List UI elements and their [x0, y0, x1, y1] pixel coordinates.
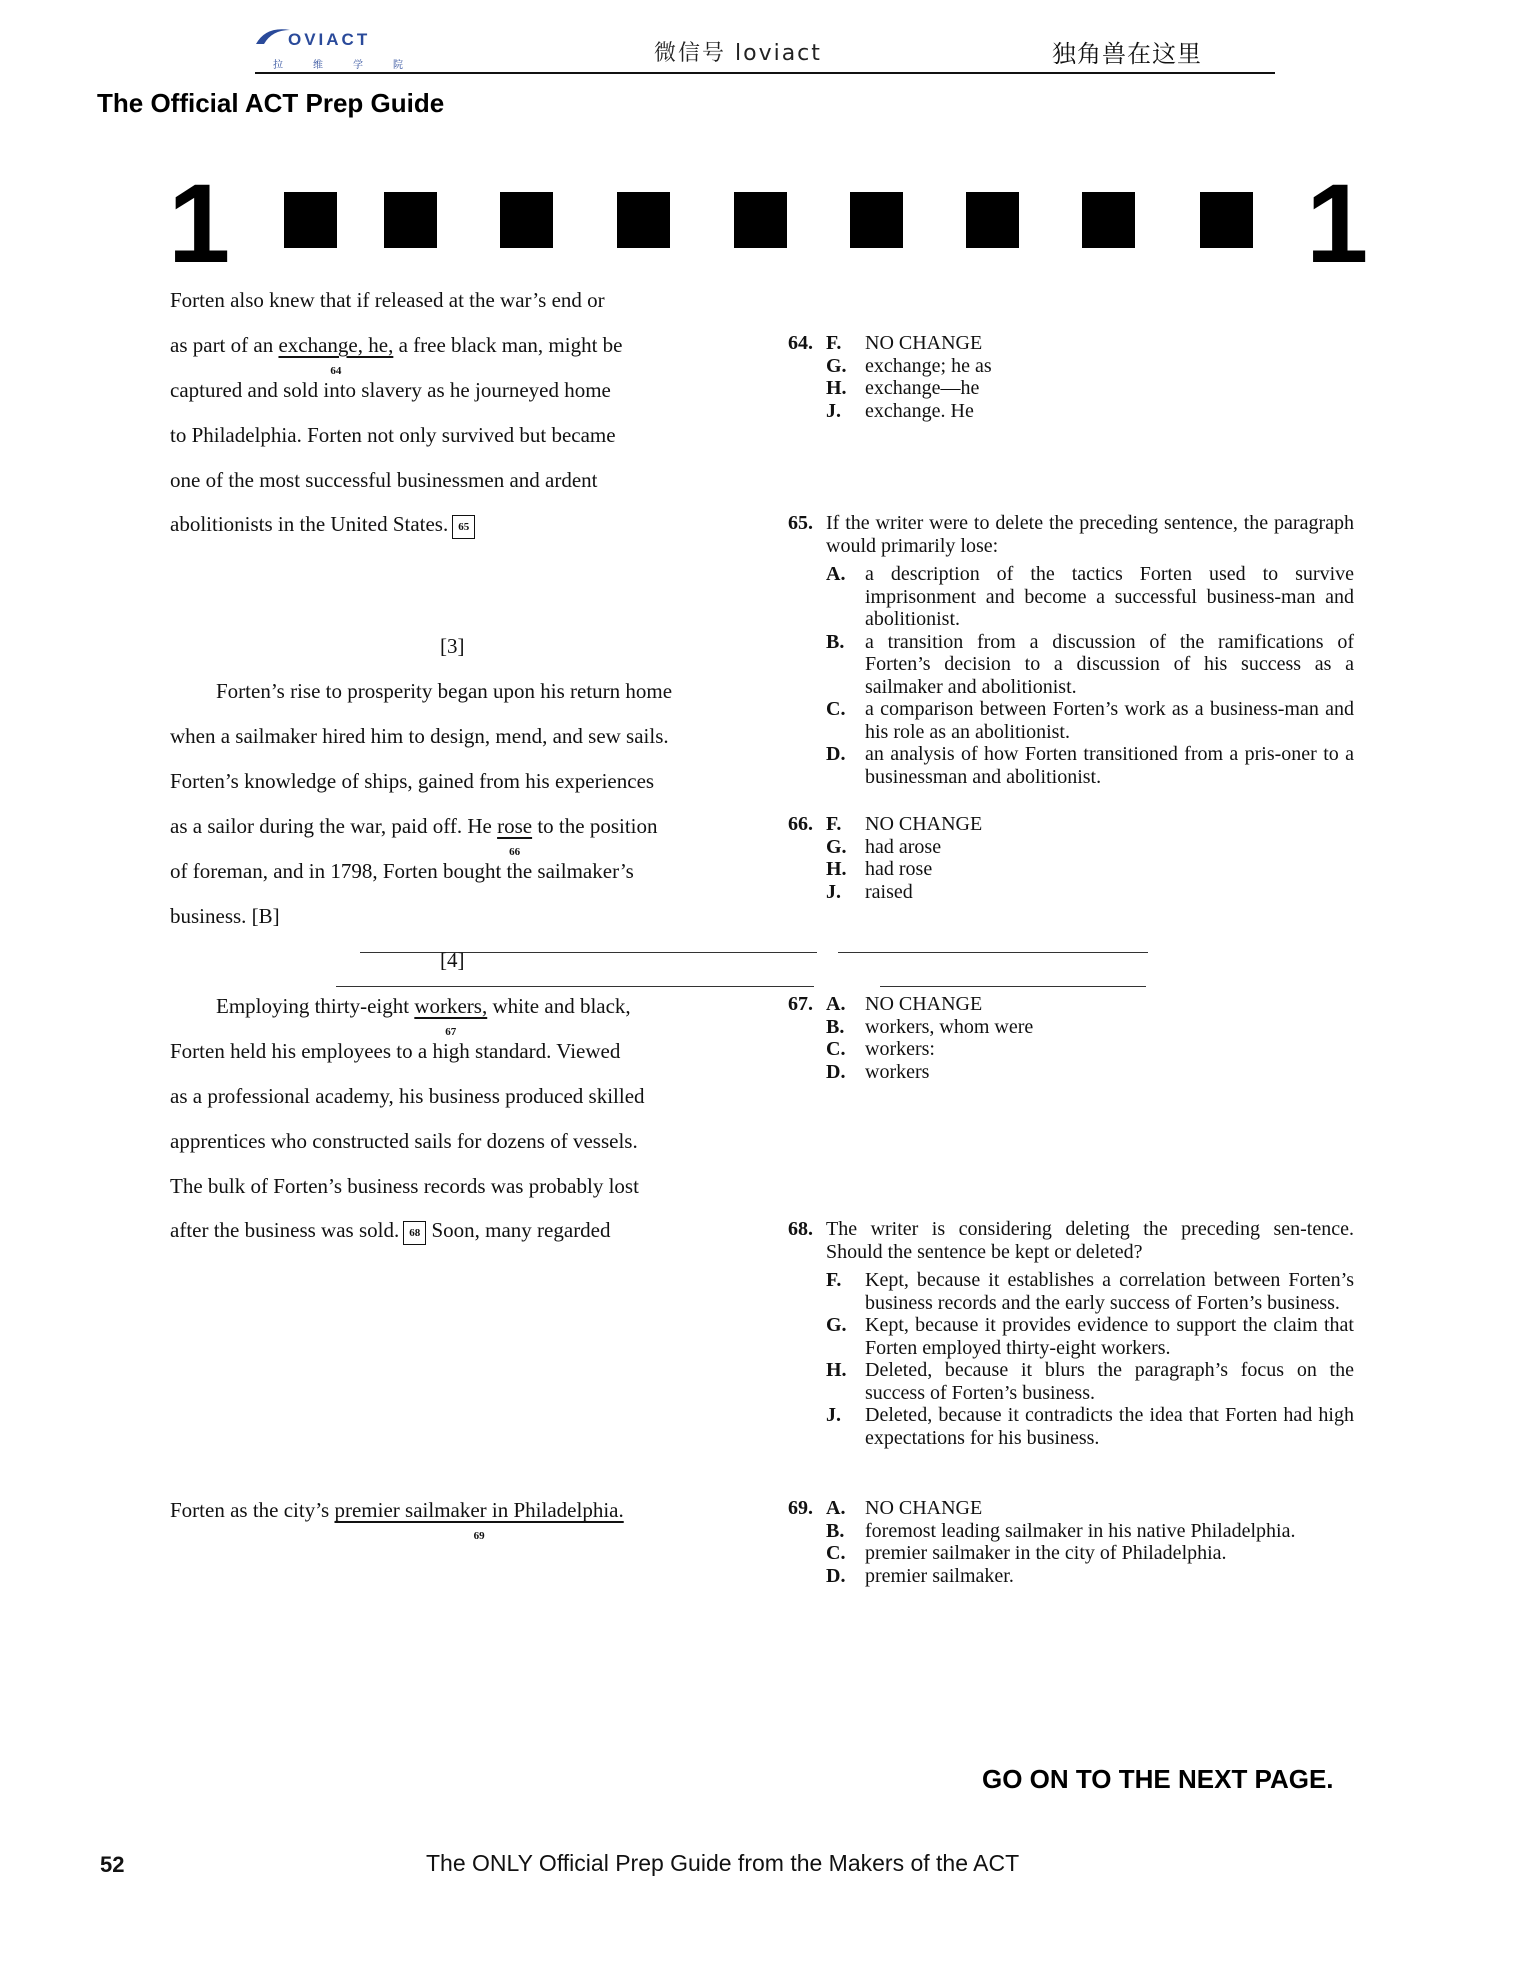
answer-option[interactable]: 67. A. NO CHANGE: [788, 993, 983, 1015]
footer-text: The ONLY Official Prep Guide from the Makers of the ACT: [426, 1850, 1020, 1876]
page-number: 52: [100, 1852, 125, 1877]
section-square: [1082, 192, 1135, 248]
passage-line: business. [B]: [170, 904, 280, 928]
header-slogan: 独角兽在这里: [1052, 40, 1202, 68]
section-square: [966, 192, 1019, 248]
answer-option[interactable]: G. Kept, because it provides evidence to support the claim that Forten employed thirty-eight workers.: [826, 1314, 1354, 1359]
passage-line: Forten held his employees to a high standard. Viewed: [170, 1039, 621, 1063]
answer-option[interactable]: H. exchange—he: [826, 377, 980, 399]
passage-line: apprentices who constructed sails for dozens of vessels.: [170, 1129, 638, 1153]
paragraph-label-3: [3]: [440, 634, 465, 658]
divider-line: [336, 986, 814, 987]
answer-option[interactable]: J. exchange. He: [826, 399, 974, 422]
answer-option[interactable]: 64. F. NO CHANGE: [788, 332, 983, 354]
answer-option[interactable]: G. exchange; he as: [826, 354, 992, 377]
question-stem: 68. The writer is considering deleting the preceding sen-tence. Should the sentence be kept or deleted?: [788, 1218, 1354, 1263]
answer-option[interactable]: B. workers, whom were: [826, 1015, 1034, 1038]
answer-option[interactable]: H. Deleted, because it blurs the paragraph’s focus on the success of Forten’s business.: [826, 1359, 1354, 1404]
question-box-65: 65: [452, 515, 475, 539]
section-square: [1200, 192, 1253, 248]
passage-line: The bulk of Forten’s business records was probably lost: [170, 1174, 639, 1198]
section-number-right: 1: [1306, 161, 1369, 286]
answer-option[interactable]: 69. A. NO CHANGE: [788, 1497, 983, 1519]
passage-line: of foreman, and in 1798, Forten bought the sailmaker’s: [170, 859, 634, 883]
answer-option[interactable]: J. raised: [826, 880, 913, 903]
question-66: [788, 813, 1354, 903]
divider-line: [838, 952, 1148, 953]
passage-line: as part of an exchange, he, 64 a free black man, might be: [170, 333, 622, 357]
question-number-marker: 67: [445, 1026, 457, 1038]
section-square: [734, 192, 787, 248]
passage-line: Employing thirty-eight workers, 67 white and black,: [216, 994, 631, 1018]
section-square: [500, 192, 553, 248]
answer-option[interactable]: D. an analysis of how Forten transitioned from a pris-oner to a businessman and abolitionist.: [826, 743, 1354, 788]
guide-title: The Official ACT Prep Guide: [97, 88, 445, 118]
question-65: [788, 512, 1354, 788]
answer-option[interactable]: C. workers:: [826, 1038, 935, 1060]
question-64: [788, 332, 1354, 422]
passage-line: to Philadelphia. Forten not only survived but became: [170, 423, 616, 447]
go-on-notice: GO ON TO THE NEXT PAGE.: [982, 1764, 1334, 1794]
question-stem: 65. If the writer were to delete the preceding sentence, the paragraph would primarily lose:: [788, 512, 1354, 557]
answer-option[interactable]: C. premier sailmaker in the city of Philadelphia.: [826, 1542, 1227, 1564]
question-number-marker: 66: [509, 846, 521, 858]
answer-option[interactable]: G. had arose: [826, 835, 942, 858]
answer-option[interactable]: J. Deleted, because it contradicts the idea that Forten had high expectations for his business.: [826, 1404, 1354, 1449]
passage-line: Forten’s knowledge of ships, gained from his experiences: [170, 769, 655, 793]
wechat-id: 微信号 loviact: [654, 41, 822, 66]
section-square: [284, 192, 337, 248]
section-square: [617, 192, 670, 248]
section-number-left: 1: [168, 161, 231, 286]
passage-line: Forten as the city’s premier sailmaker in Philadelphia. 69: [170, 1498, 624, 1522]
answer-option[interactable]: H. had rose: [826, 858, 933, 880]
passage-line: abolitionists in the United States. 65: [170, 512, 475, 539]
section-square: [384, 192, 437, 248]
logo-subtitle: 拉 维 学 院: [273, 60, 403, 71]
passage-line: as a sailor during the war, paid off. He rose 66 to the position: [170, 814, 658, 838]
question-number-marker: 64: [330, 365, 342, 377]
logo-wordmark: OVIACT: [288, 30, 371, 49]
answer-option[interactable]: D. premier sailmaker.: [826, 1564, 1014, 1587]
loviact-logo: [252, 24, 422, 70]
answer-option[interactable]: D. workers: [826, 1060, 930, 1083]
question-box-68: 68: [403, 1221, 426, 1245]
underlined-portion-64: exchange, he, 64: [278, 333, 393, 357]
swoosh-icon: [252, 24, 292, 54]
underlined-portion-67: workers, 67: [414, 994, 487, 1018]
passage-line: captured and sold into slavery as he journeyed home: [170, 378, 611, 402]
divider-line: [880, 986, 1146, 987]
answer-option[interactable]: B. foremost leading sailmaker in his native Philadelphia.: [826, 1519, 1296, 1542]
paragraph-label-4: [4]: [440, 948, 465, 972]
answer-option[interactable]: B. a transition from a discussion of the ramifications of Forten’s decision to a discussion of his success as a sailmaker and abolitionist.: [826, 630, 1354, 698]
answer-option[interactable]: F. Kept, because it establishes a correlation between Forten’s business records and the early success of Forten’s business.: [826, 1269, 1354, 1314]
header-divider: [255, 72, 1275, 74]
answer-option[interactable]: A. a description of the tactics Forten used to survive imprisonment and become a successful business-man and abolitionist.: [826, 563, 1354, 630]
question-68: [788, 1218, 1354, 1449]
passage-line: Forten’s rise to prosperity began upon his return home: [216, 679, 673, 703]
answer-option[interactable]: 66. F. NO CHANGE: [788, 813, 983, 835]
answer-option[interactable]: C. a comparison between Forten’s work as a business-man and his role as an abolitionist.: [826, 698, 1354, 743]
question-67: [788, 993, 1354, 1083]
section-square: [850, 192, 903, 248]
passage-line: after the business was sold. 68 Soon, many regarded: [170, 1218, 611, 1245]
question-69: [788, 1497, 1354, 1587]
question-number-marker: 69: [473, 1530, 485, 1542]
passage-line: one of the most successful businessmen and ardent: [170, 468, 598, 492]
underlined-portion-66: rose 66: [497, 814, 532, 838]
underlined-portion-69: premier sailmaker in Philadelphia. 69: [334, 1498, 623, 1522]
divider-line: [360, 952, 817, 953]
passage-line: as a professional academy, his business produced skilled: [170, 1084, 645, 1108]
passage-line: Forten also knew that if released at the war’s end or: [170, 288, 605, 312]
passage-line: when a sailmaker hired him to design, mend, and sew sails.: [170, 724, 669, 748]
